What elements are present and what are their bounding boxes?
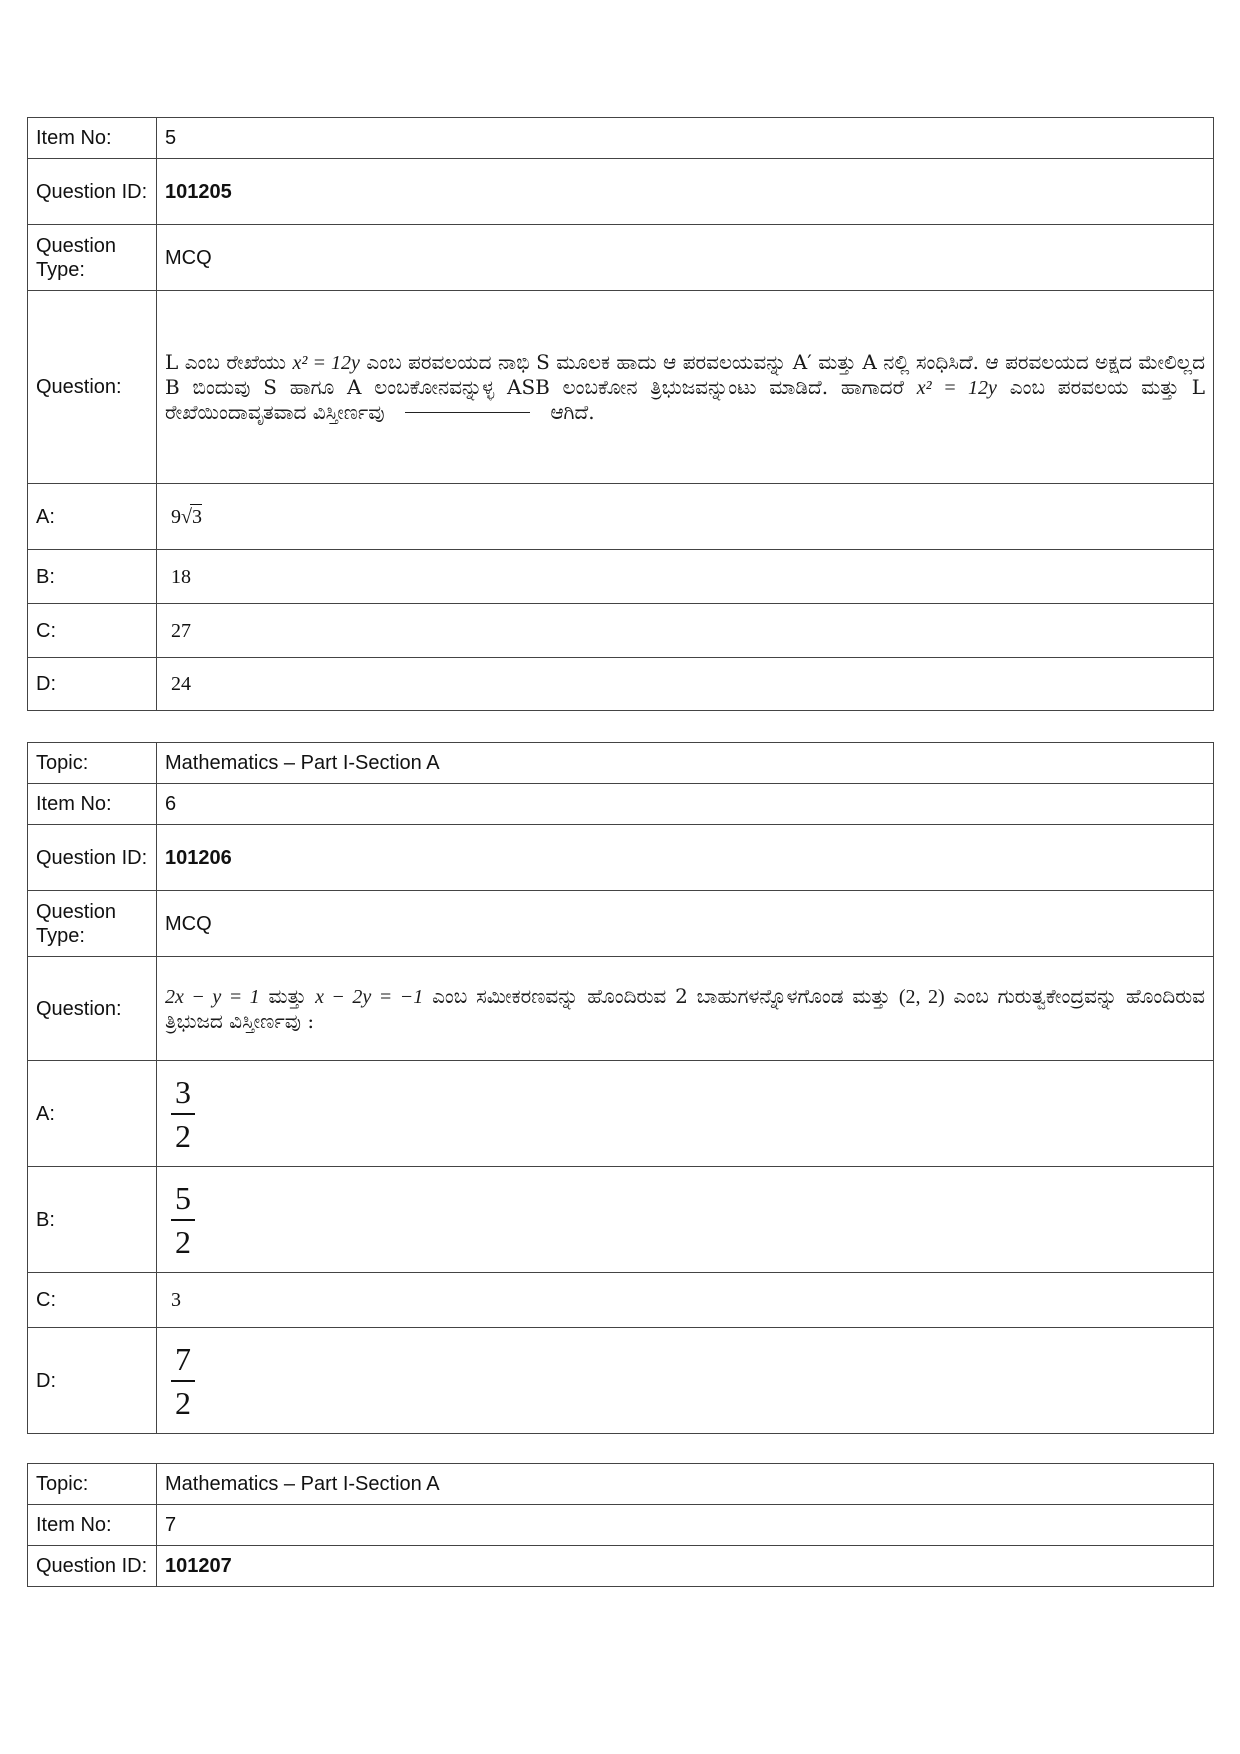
option-b-label: B: [28, 1167, 157, 1273]
centroid-point: (2, 2) [898, 986, 945, 1008]
question-type-value: MCQ [157, 891, 1214, 957]
question-text [157, 957, 1214, 1061]
option-b-fraction [171, 1180, 195, 1260]
answer-blank [405, 412, 530, 413]
item-no-label: Item No: [28, 784, 157, 825]
question-text-part: L ಎಂಬ ರೇಖೆಯು [165, 350, 287, 374]
question-id-value: 101205 [157, 159, 1214, 225]
question-id-value: 101206 [157, 825, 1214, 891]
sqrt-sign: √ [181, 506, 192, 528]
question-type-label: Question Type: [28, 225, 157, 291]
option-c-value: 3 [157, 1273, 1214, 1328]
question-id-label: Question ID: [28, 825, 157, 891]
question-id-label: Question ID: [28, 159, 157, 225]
equation-parabola: x² = 12y [292, 352, 360, 374]
option-a-value [157, 484, 1214, 550]
topic-value: Mathematics – Part I-Section A [157, 1464, 1214, 1505]
question-table-item-7 [27, 1463, 1214, 1587]
item-no-value: 5 [157, 118, 1214, 159]
option-d-label: D: [28, 658, 157, 711]
item-no-value: 7 [157, 1505, 1214, 1546]
option-b-label: B: [28, 550, 157, 604]
option-d-label: D: [28, 1328, 157, 1434]
question-text-part: ಎಂಬ ಸಮೀಕರಣವನ್ನು ಹೊಂದಿರುವ 2 ಬಾಹುಗಳನ್ನೊಳಗೊಂಡ ಮತ್ತು [432, 984, 891, 1008]
option-a-value [157, 1061, 1214, 1167]
question-text-part: ಎಂಬ ಗುರುತ್ವಕೇಂದ್ರವನ್ನು ಹೊಂದಿರುವ ತ್ರಿಭುಜದ ವಿಸ್ತೀರ್ಣವು : [165, 984, 1205, 1033]
option-c-label: C: [28, 1273, 157, 1328]
question-type-label: Question Type: [28, 891, 157, 957]
option-b-value [157, 1167, 1214, 1273]
question-table-item-5 [27, 117, 1214, 711]
question-text-part: ಎಂಬ ಪರವಲಯ ಮತ್ತು L ರೇಖೆಯಿಂದಾವೃತವಾದ ವಿಸ್ತೀರ್ಣವು [165, 375, 1206, 424]
topic-value: Mathematics – Part I-Section A [157, 743, 1214, 784]
question-id-value: 101207 [157, 1546, 1214, 1587]
topic-label: Topic: [28, 1464, 157, 1505]
option-a-label: A: [28, 1061, 157, 1167]
option-d-value [157, 1328, 1214, 1434]
option-b-value: 18 [157, 550, 1214, 604]
fraction-bar [171, 1380, 195, 1382]
fraction-denominator: 2 [175, 1384, 191, 1421]
option-a-fraction [171, 1074, 195, 1154]
fraction-bar [171, 1113, 195, 1115]
item-no-value: 6 [157, 784, 1214, 825]
question-text-part: ಆಗಿದೆ. [550, 400, 595, 424]
option-d-value: 24 [157, 658, 1214, 711]
fraction-numerator: 7 [175, 1340, 191, 1377]
item-no-label: Item No: [28, 1505, 157, 1546]
question-type-value: MCQ [157, 225, 1214, 291]
fraction-denominator: 2 [175, 1223, 191, 1260]
fraction-numerator: 3 [175, 1073, 191, 1110]
option-a-label: A: [28, 484, 157, 550]
fraction-bar [171, 1219, 195, 1221]
fraction-denominator: 2 [175, 1117, 191, 1154]
question-table-item-6 [27, 742, 1214, 1434]
fraction-numerator: 5 [175, 1179, 191, 1216]
question-id-label: Question ID: [28, 1546, 157, 1587]
equation-side-1: 2x − y = 1 [165, 986, 260, 1008]
question-label: Question: [28, 291, 157, 484]
equation-side-2: x − 2y = −1 [315, 986, 424, 1008]
question-label: Question: [28, 957, 157, 1061]
option-a-coefficient: 9 [171, 506, 181, 528]
topic-label: Topic: [28, 743, 157, 784]
item-no-label: Item No: [28, 118, 157, 159]
option-d-fraction [171, 1341, 195, 1421]
question-text-part: ಎಂಬ ಪರವಲಯದ ನಾಭಿ S ಮೂಲಕ ಹಾದು ಆ ಪರವಲಯವನ್ನು A′ ಮತ್ತು A ನಲ್ಲಿ ಸಂಧಿಸಿದೆ. ಆ ಪರವಲಯದ ಅಕ್ಷದ ಮೇಲಿಲ್ಲದ B ಬಿಂದುವು S ಹಾಗೂ A ಲಂಬಕೋನವನ್ನುಳ್ಳ ASB ಲಂಬಕೋನ ತ್ರಿಭುಜವನ್ನುಂಟು ಮಾಡಿದೆ. ಹಾಗಾದರೆ [165, 350, 1206, 399]
question-text-part: ಮತ್ತು [268, 984, 307, 1008]
question-text [157, 291, 1214, 484]
equation-parabola: x² = 12y [916, 377, 997, 399]
option-c-value: 27 [157, 604, 1214, 658]
option-c-label: C: [28, 604, 157, 658]
option-a-radicand: 3 [191, 506, 202, 528]
